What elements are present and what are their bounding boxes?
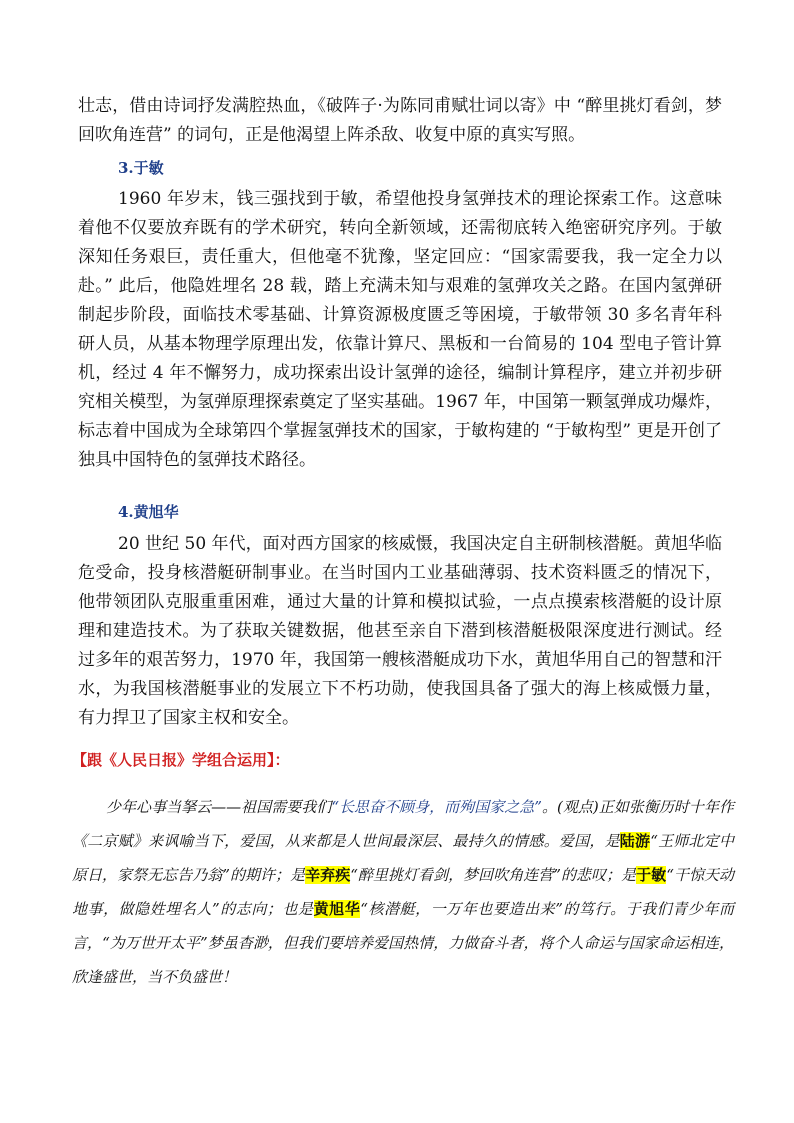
essay-text-2: 。(观点)正如张衡历时十年作《二京赋》来讽喻当下，爱国，从来都是人世间最深层、最持久的情感。爱国，是 <box>72 798 734 850</box>
highlight-xin-qiji: 辛弃疾 <box>305 866 351 884</box>
essay-text-6: “核潜艇，一万年也要造出来”的笃行。于我们青少年而言，“为万世开太平”梦虽杳渺，但我们要培养爱国热情，力做奋斗者，将个人命运与国家命运相连，欣逢盛世，当不负盛世！ <box>72 900 734 986</box>
essay-text-1: 少年心事当拏云——祖国需要我们 <box>106 798 332 816</box>
paragraph-huang-xuhua: 20 世纪 50 年代，面对西方国家的核威慑，我国决定自主研制核潜艇。黄旭华临危受命，投身核潜艇研制事业。在当时国内工业基础薄弱、技术资料匮乏的情况下，他带领团队克服重重困难，通过大量的计算和模拟试验，一点点摸索核潜艇的设计原理和建造技术。为了获取关键数据，他甚至亲自下潜到核潜艇极限深度进行测试。经过多年的艰苦努力，1970 年，我国第一艘核潜艇成功下水，黄旭华用自己的智慧和汗水，为我国核潜艇事业的发展立下不朽功勋，使我国具备了强大的海上核威慑力量，有力捍卫了国家主权和安全。 <box>78 534 722 728</box>
highlight-huang-xuhua: 黄旭华 <box>313 900 361 918</box>
essay-quote-viewpoint: “长思奋不顾身，而殉国家之急” <box>331 798 542 816</box>
highlight-yu-min: 于敏 <box>636 866 667 884</box>
essay-text-4: “醉里挑灯看剑，梦回吹角连营”的悲叹；是 <box>350 866 637 884</box>
section-title-combination: 【跟《人民日报》学组合运用】： <box>72 751 290 769</box>
heading-yu-min: 3.于敏 <box>118 159 164 177</box>
essay-text-3: “王师北定中原日，家祭无忘告乃翁”的期许；是 <box>72 832 734 884</box>
heading-huang-xuhua: 4.黄旭华 <box>118 503 179 521</box>
paragraph-yu-min: 1960 年岁末，钱三强找到于敏，希望他投身氢弹技术的理论探索工作。这意味着他不仅要放弃既有的学术研究，转向全新领域，还需彻底转入绝密研究序列。于敏深知任务艰巨，责任重大，但他毫不犹豫，坚定回应：“国家需要我，我一定全力以赴。” 此后，他隐姓埋名 28 载，踏上充满未知与艰难的氢弹攻关之路。在国内氢弹研制起步阶段，面临技术零基础、计算资源极度匮乏等困境，于敏带领 30 多名青年科研人员，从基本物理学原理出发，依靠计算尺、黑板和一台简易的 104 型电子管计算机，经过 4 年不懈努力，成功探索出设计氢弹的途径，编制计算程序，建立并初步研究相关模型，为氢弹原理探索奠定了坚实基础。1967 年，中国第一颗氢弹成功爆炸，标志着中国成为全球第四个掌握氢弹技术的国家，于敏构建的 “于敏构型” 更是开创了独具中国特色的氢弹技术路径。 <box>78 189 722 470</box>
highlight-lu-you: 陆游 <box>619 832 651 850</box>
essay-text-5: “干惊天动地事，做隐姓埋名人”的志向；也是 <box>72 866 735 918</box>
paragraph-xin-qiji-end: 壮志，借由诗词抒发满腔热血，《破阵子·为陈同甫赋壮词以寄》中 “醉里挑灯看剑，梦回吹角连营” 的词句，正是他渴望上阵杀敌、收复中原的真实写照。 <box>78 96 722 145</box>
handwritten-essay-paragraph <box>72 790 734 994</box>
